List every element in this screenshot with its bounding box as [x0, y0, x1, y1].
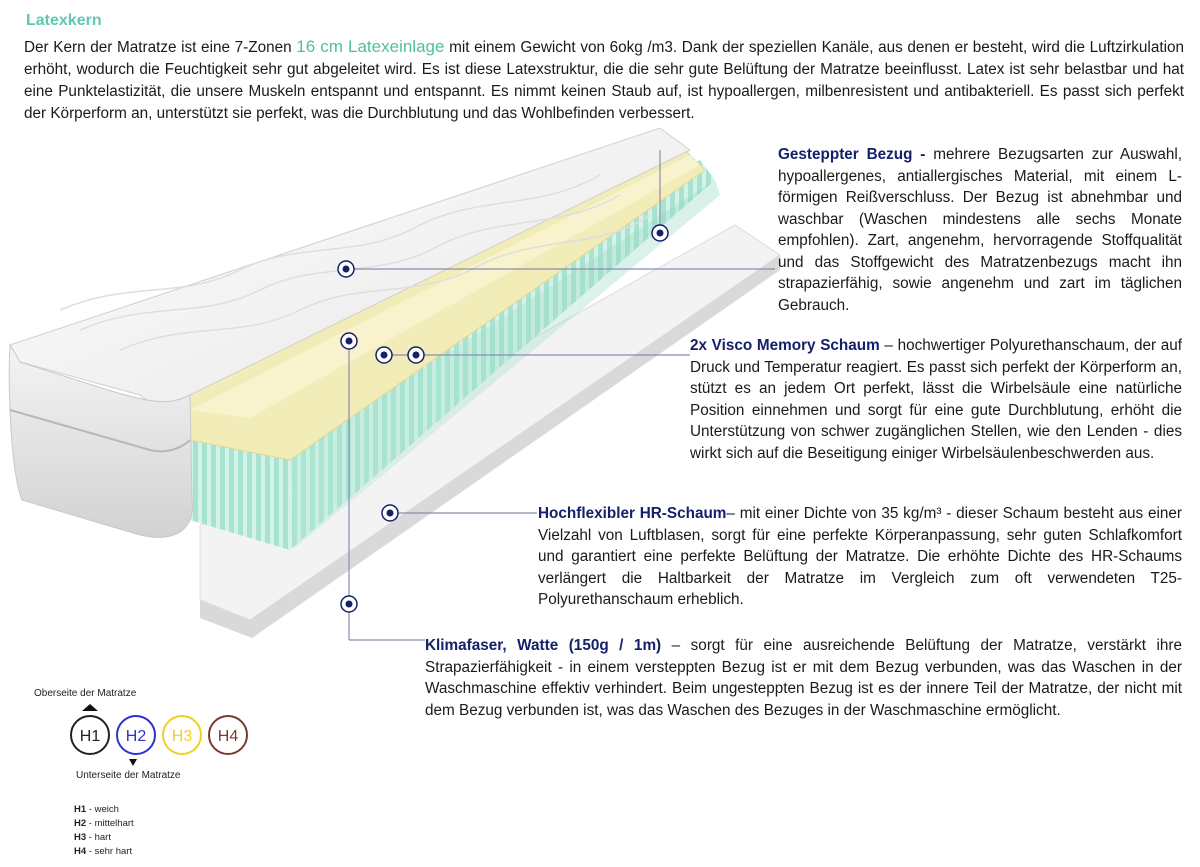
svg-text:H3: H3 — [171, 728, 193, 745]
key-row: H2 - mittelhart — [74, 818, 134, 829]
svg-text:H4: H4 — [217, 728, 239, 745]
svg-text:H2: H2 — [125, 728, 147, 745]
marker-cover — [338, 261, 354, 277]
layer-cover-title: Gesteppter Bezug - — [778, 146, 926, 163]
section-title: Latexkern — [26, 12, 102, 29]
key-row: H3 - hart — [74, 832, 111, 843]
firmness-legend — [30, 680, 270, 790]
marker-latex — [652, 225, 668, 241]
layer-fiber-block — [425, 635, 1182, 721]
firmness-key — [74, 803, 134, 859]
legend-bottom-label: Unterseite der Matratze — [76, 770, 181, 781]
layer-hr-block — [538, 503, 1182, 611]
layer-visco-title: 2x Visco Memory Schaum — [690, 337, 880, 354]
svg-text:H1: H1 — [79, 728, 101, 745]
intro-text-end: mit einem Gewicht von 6okg /m3. Dank der speziellen Kanäle, aus denen er besteht, wird die Luftzirkulation erhöht, wodurch die Feuchtigkeit sehr gut abgeleitet wird. Es ist diese Latexstruktur, die die sehr gute Belüftung der Matratze beeinflusst. Latex ist sehr belastbar und hat eine Punktelastizität, die unsere Muskeln entspannt und entspannt. Es nimmt keinen Staub auf, ist hypoallergen, milbenresistent und antibakteriell. Es passt sich perfekt der Körperform an, unterstützt sie perfekt, was die Durchblutung und das Wohlbefinden verbessert. — [24, 39, 1184, 122]
layer-visco-text: – hochwertiger Polyurethanschaum, der auf Druck und Temperatur reagiert. Es passt sich perfekt der Körperform an, stützt es an jedem Ort perfekt, lässt die Wirbelsäule eine natürliche Position einnehmen und sorgt für eine gute Durchblutung, erhöht die Unterstützung von schwer zugänglichen Stellen, wie den Lenden - dies wirkt sich auf die Beseitigung einiger Wirbelsäulenbeschwerden aus. — [690, 337, 1182, 462]
marker-visco-3 — [408, 347, 424, 363]
intro-paragraph — [24, 36, 1184, 125]
marker-visco-1 — [341, 333, 357, 349]
layer-cover-text: mehrere Bezugsarten zur Auswahl, hypoallergenes, antiallergisches Material, mit einem L-förmigen Reißverschluss. Der Bezug ist abnehmbar und waschbar (Waschen mindestens alle sechs Monate empfohlen). Zart, angenehm, hervorragende Stoffqualität und das Stoffgewicht des Matratzenbezugs macht ihn strapazierfähig, sowie angenehm und zart im täglichen Gebrauch. — [778, 146, 1182, 314]
marker-hr — [382, 505, 398, 521]
layer-visco-block — [690, 335, 1182, 464]
marker-fiber — [341, 596, 357, 612]
marker-visco-2 — [376, 347, 392, 363]
key-row: H4 - sehr hart — [74, 846, 133, 857]
layer-fiber-text: – sorgt für eine ausreichende Belüftung der Matratze, verstärkt ihre Strapazierfähigkeit - in einem versteppten Bezug ist er mit dem Bezug verbunden, was das Waschen in der Waschmaschine effektiv verhindert. Beim ungesteppten Bezug ist es der innere Teil der Matratze, der nicht mit dem Bezug verbunden ist, was das Waschen des Bezuges in der Waschmaschine ermöglicht. — [425, 637, 1182, 719]
key-row: H1 - weich — [74, 804, 119, 815]
layer-hr-title: Hochflexibler HR-Schaum — [538, 505, 727, 522]
layer-hr-text: – mit einer Dichte von 35 kg/m³ - dieser Schaum besteht aus einer Vielzahl von Luftblasen, sorgt für eine perfekte Körperanpassung, sehr guten Schlafkomfort und garantiert eine perfekte Belüftung der Matratze. Die erhöhte Dichte des HR-Schaums verlängert die Haltbarkeit der Matratze im Vergleich zum oft verwendeten T25-Polyurethanschaum erheblich. — [538, 505, 1182, 608]
legend-circle-h4 — [209, 716, 247, 754]
intro-text-start: Der Kern der Matratze ist eine 7-Zonen — [24, 39, 297, 56]
up-arrow-icon — [82, 704, 98, 711]
layer-cover-block — [778, 144, 1182, 316]
intro-highlight: 16 cm Latexeinlage — [296, 37, 445, 56]
down-arrow-icon — [129, 759, 137, 766]
legend-top-label: Oberseite der Matratze — [34, 688, 137, 699]
legend-circles — [30, 680, 270, 790]
legend-circle-h3 — [163, 716, 201, 754]
layer-fiber-title: Klimafaser, Watte (150g / 1m) — [425, 637, 662, 654]
legend-circle-h2 — [117, 716, 155, 754]
legend-circle-h1 — [71, 716, 109, 754]
